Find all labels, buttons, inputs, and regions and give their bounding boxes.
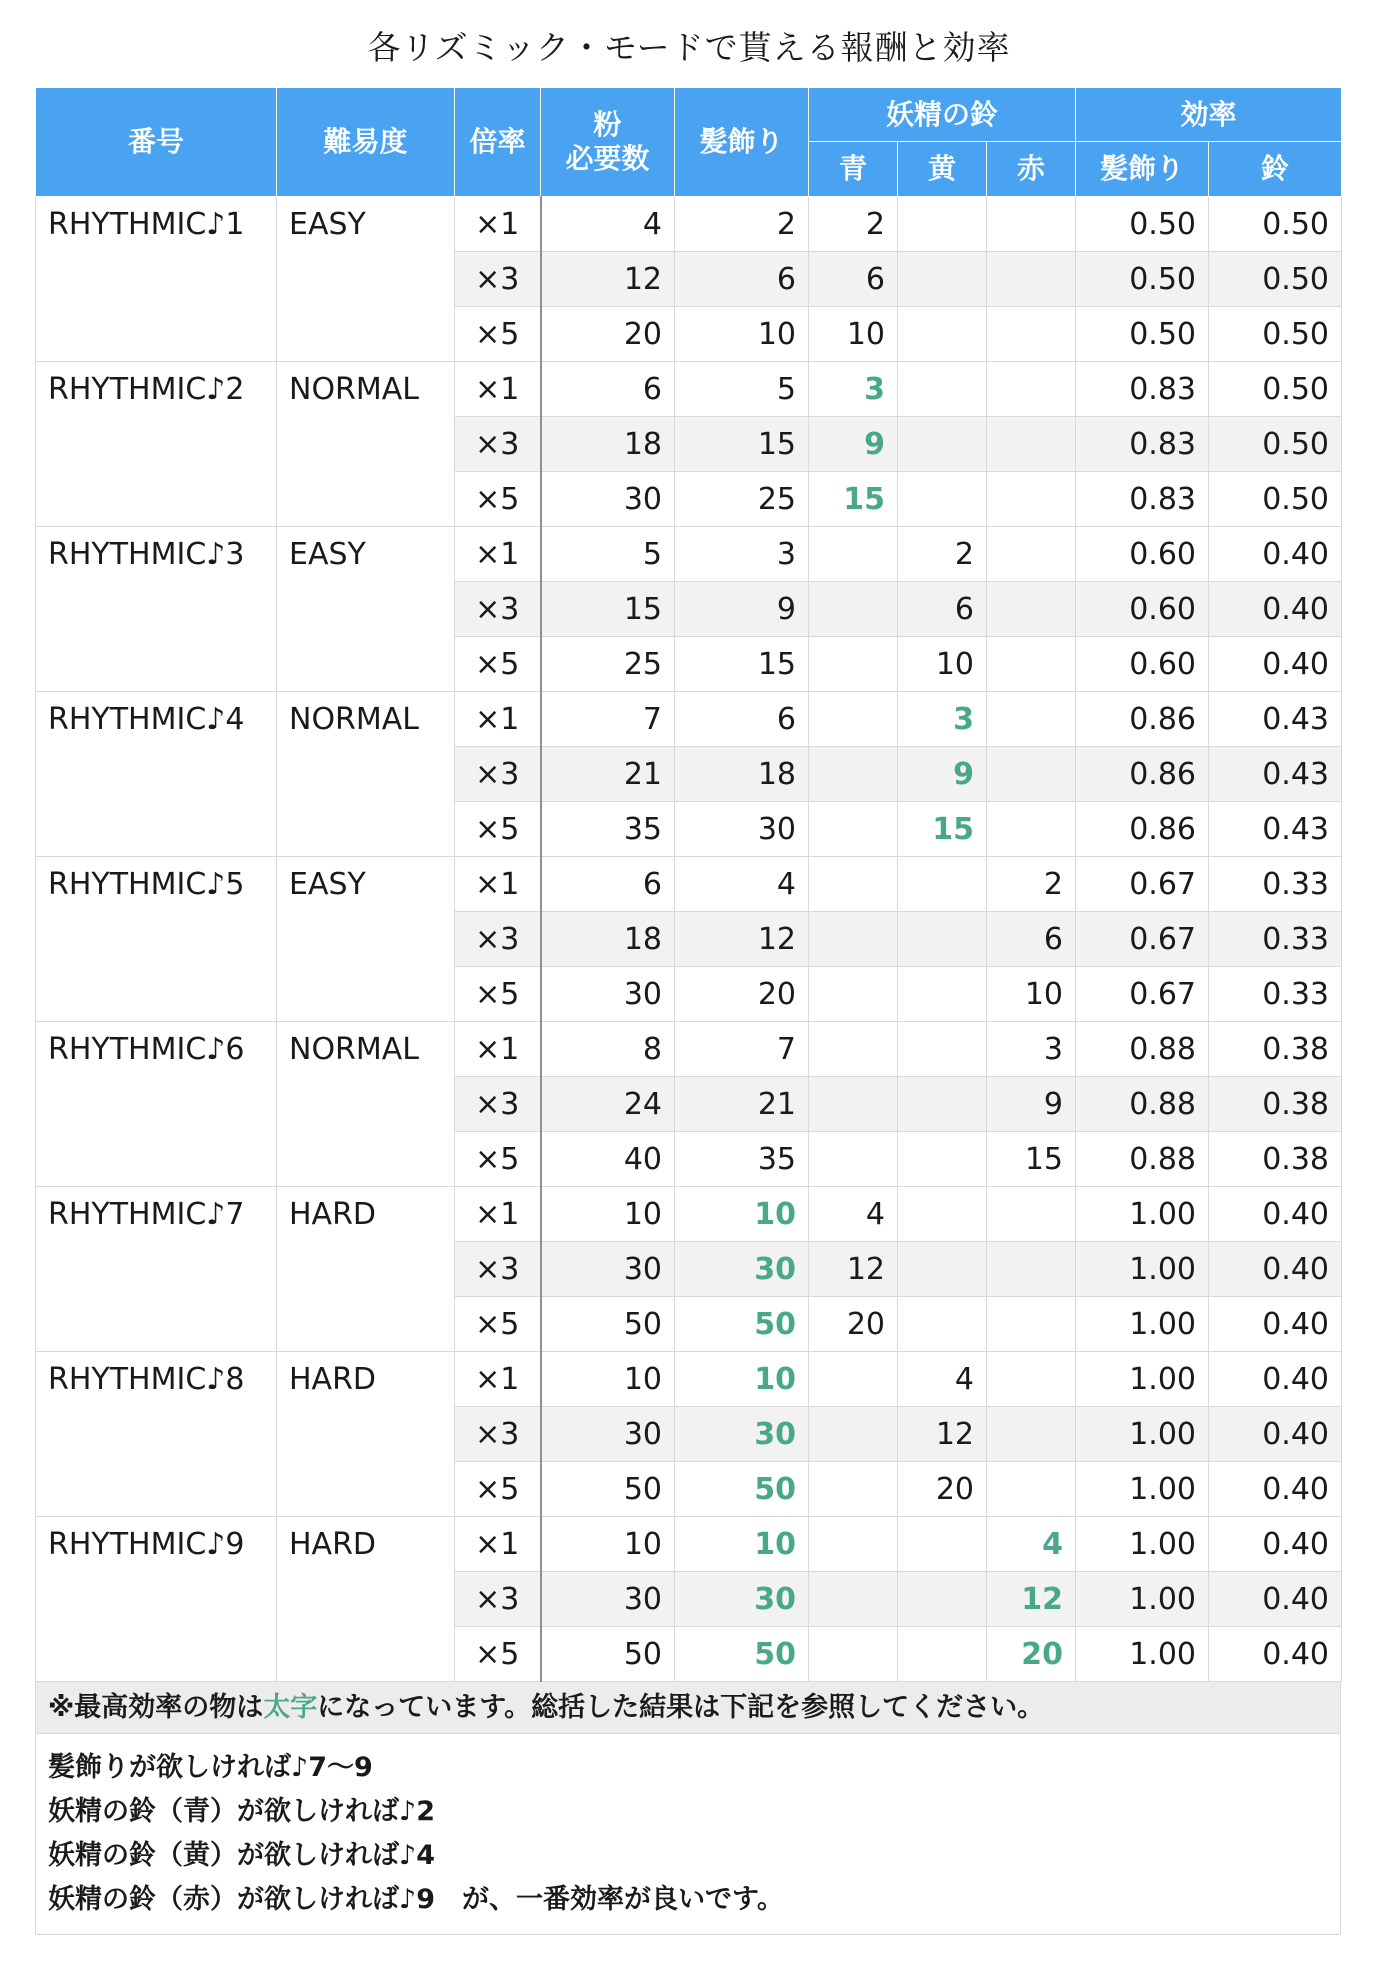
powder-cell: 50 [541, 1462, 675, 1517]
powder-cell: 21 [541, 747, 675, 802]
eff-hair-cell: 0.86 [1076, 692, 1209, 747]
bell-blue-cell [809, 1627, 898, 1682]
bell-red-cell: 15 [987, 1132, 1076, 1187]
eff-bell-cell: 0.40 [1209, 1462, 1342, 1517]
powder-cell: 50 [541, 1297, 675, 1352]
powder-cell: 10 [541, 1352, 675, 1407]
eff-hair-cell: 0.88 [1076, 1132, 1209, 1187]
bell-yellow-cell: 4 [898, 1352, 987, 1407]
difficulty-cell: HARD [277, 1352, 455, 1517]
eff-bell-cell: 0.50 [1209, 197, 1342, 252]
bell-blue-cell: 20 [809, 1297, 898, 1352]
multiplier-cell: ×5 [455, 1132, 541, 1187]
hair-cell: 5 [675, 362, 809, 417]
bell-blue-cell [809, 857, 898, 912]
bell-blue-cell [809, 912, 898, 967]
bell-yellow-cell [898, 1517, 987, 1572]
eff-bell-cell: 0.33 [1209, 967, 1342, 1022]
eff-hair-cell: 1.00 [1076, 1407, 1209, 1462]
powder-cell: 6 [541, 857, 675, 912]
eff-bell-cell: 0.50 [1209, 472, 1342, 527]
bell-yellow-cell [898, 252, 987, 307]
bell-blue-cell [809, 527, 898, 582]
bell-red-cell [987, 582, 1076, 637]
powder-cell: 30 [541, 1407, 675, 1462]
bell-yellow-cell: 6 [898, 582, 987, 637]
bell-red-cell: 3 [987, 1022, 1076, 1077]
eff-hair-cell: 1.00 [1076, 1627, 1209, 1682]
bell-yellow-cell: 15 [898, 802, 987, 857]
stage-name-cell: RHYTHMIC♪9 [36, 1517, 277, 1682]
table-body [36, 197, 1342, 1682]
powder-cell: 12 [541, 252, 675, 307]
bell-blue-cell [809, 1407, 898, 1462]
multiplier-cell: ×5 [455, 1297, 541, 1352]
powder-cell: 20 [541, 307, 675, 362]
eff-hair-cell: 0.60 [1076, 582, 1209, 637]
powder-cell: 35 [541, 802, 675, 857]
bell-blue-cell [809, 1572, 898, 1627]
table-row [36, 857, 1342, 912]
bell-blue-cell: 10 [809, 307, 898, 362]
bell-blue-cell [809, 1022, 898, 1077]
header-eff-bell: 鈴 [1209, 142, 1342, 197]
powder-cell: 50 [541, 1627, 675, 1682]
multiplier-cell: ×5 [455, 967, 541, 1022]
eff-hair-cell: 0.88 [1076, 1077, 1209, 1132]
bell-red-cell [987, 747, 1076, 802]
multiplier-cell: ×3 [455, 912, 541, 967]
bell-red-cell: 9 [987, 1077, 1076, 1132]
hair-cell: 10 [675, 1517, 809, 1572]
bell-blue-cell [809, 1462, 898, 1517]
hair-cell: 21 [675, 1077, 809, 1132]
bell-blue-cell [809, 637, 898, 692]
header-bell-blue: 青 [809, 142, 898, 197]
summary-line: 髪飾りが欲しければ♪7〜9 [48, 1752, 373, 1783]
stage-name-cell: RHYTHMIC♪3 [36, 527, 277, 692]
multiplier-cell: ×5 [455, 472, 541, 527]
bell-red-cell [987, 637, 1076, 692]
bell-blue-cell [809, 967, 898, 1022]
hair-cell: 15 [675, 417, 809, 472]
difficulty-cell: NORMAL [277, 692, 455, 857]
multiplier-cell: ×3 [455, 1242, 541, 1297]
bell-blue-cell [809, 1132, 898, 1187]
bell-blue-cell [809, 692, 898, 747]
table-row [36, 1352, 1342, 1407]
note-bold-word: 太字 [263, 1692, 318, 1723]
table-row [36, 197, 1342, 252]
powder-cell: 40 [541, 1132, 675, 1187]
bell-red-cell [987, 362, 1076, 417]
bell-yellow-cell: 3 [898, 692, 987, 747]
eff-bell-cell: 0.38 [1209, 1132, 1342, 1187]
eff-bell-cell: 0.40 [1209, 1627, 1342, 1682]
eff-hair-cell: 1.00 [1076, 1352, 1209, 1407]
eff-bell-cell: 0.43 [1209, 747, 1342, 802]
bell-red-cell [987, 1187, 1076, 1242]
summary-line: 妖精の鈴（赤）が欲しければ♪9 が、一番効率が良いです。 [48, 1884, 784, 1915]
bell-blue-cell: 4 [809, 1187, 898, 1242]
eff-bell-cell: 0.40 [1209, 1352, 1342, 1407]
bell-red-cell: 4 [987, 1517, 1076, 1572]
bell-blue-cell: 3 [809, 362, 898, 417]
stage-name-cell: RHYTHMIC♪4 [36, 692, 277, 857]
hair-cell: 50 [675, 1297, 809, 1352]
eff-bell-cell: 0.33 [1209, 857, 1342, 912]
eff-hair-cell: 1.00 [1076, 1517, 1209, 1572]
bell-red-cell [987, 472, 1076, 527]
bell-red-cell [987, 252, 1076, 307]
page-title: 各リズミック・モードで貰える報酬と効率 [367, 28, 1011, 67]
bell-blue-cell [809, 1517, 898, 1572]
bell-blue-cell: 2 [809, 197, 898, 252]
bell-yellow-cell: 10 [898, 637, 987, 692]
multiplier-cell: ×3 [455, 252, 541, 307]
bell-blue-cell [809, 802, 898, 857]
bell-blue-cell: 12 [809, 1242, 898, 1297]
multiplier-cell: ×1 [455, 857, 541, 912]
eff-hair-cell: 0.50 [1076, 252, 1209, 307]
eff-bell-cell: 0.40 [1209, 1297, 1342, 1352]
hair-cell: 9 [675, 582, 809, 637]
hair-cell: 3 [675, 527, 809, 582]
table-note [35, 1682, 1341, 1734]
bell-yellow-cell [898, 1077, 987, 1132]
eff-bell-cell: 0.38 [1209, 1022, 1342, 1077]
header-multiplier: 倍率 [455, 88, 541, 197]
header-number: 番号 [36, 88, 277, 197]
bell-red-cell: 12 [987, 1572, 1076, 1627]
multiplier-cell: ×1 [455, 1022, 541, 1077]
eff-bell-cell: 0.33 [1209, 912, 1342, 967]
eff-bell-cell: 0.40 [1209, 637, 1342, 692]
bell-red-cell [987, 692, 1076, 747]
eff-hair-cell: 0.83 [1076, 472, 1209, 527]
powder-cell: 18 [541, 912, 675, 967]
multiplier-cell: ×3 [455, 417, 541, 472]
bell-blue-cell [809, 582, 898, 637]
note-suffix: になっています。総括した結果は下記を参照してください。 [317, 1692, 1045, 1723]
bell-red-cell [987, 802, 1076, 857]
multiplier-cell: ×1 [455, 1187, 541, 1242]
multiplier-cell: ×3 [455, 1407, 541, 1462]
header-bell-red: 赤 [987, 142, 1076, 197]
eff-bell-cell: 0.38 [1209, 1077, 1342, 1132]
difficulty-cell: HARD [277, 1187, 455, 1352]
multiplier-cell: ×3 [455, 582, 541, 637]
hair-cell: 7 [675, 1022, 809, 1077]
bell-yellow-cell [898, 912, 987, 967]
powder-cell: 10 [541, 1187, 675, 1242]
bell-red-cell [987, 1352, 1076, 1407]
eff-hair-cell: 0.86 [1076, 802, 1209, 857]
eff-hair-cell: 1.00 [1076, 1242, 1209, 1297]
eff-hair-cell: 0.88 [1076, 1022, 1209, 1077]
bell-yellow-cell [898, 362, 987, 417]
eff-hair-cell: 0.86 [1076, 747, 1209, 802]
header-difficulty: 難易度 [277, 88, 455, 197]
eff-bell-cell: 0.40 [1209, 527, 1342, 582]
difficulty-cell: EASY [277, 527, 455, 692]
multiplier-cell: ×5 [455, 307, 541, 362]
eff-bell-cell: 0.43 [1209, 692, 1342, 747]
bell-yellow-cell [898, 967, 987, 1022]
bell-red-cell: 2 [987, 857, 1076, 912]
stage-name-cell: RHYTHMIC♪7 [36, 1187, 277, 1352]
difficulty-cell: EASY [277, 857, 455, 1022]
bell-yellow-cell: 20 [898, 1462, 987, 1517]
bell-red-cell [987, 1242, 1076, 1297]
summary-box [35, 1734, 1341, 1935]
powder-cell: 25 [541, 637, 675, 692]
multiplier-cell: ×3 [455, 1077, 541, 1132]
table-row [36, 1022, 1342, 1077]
bell-red-cell [987, 1407, 1076, 1462]
multiplier-cell: ×5 [455, 637, 541, 692]
multiplier-cell: ×3 [455, 747, 541, 802]
bell-yellow-cell [898, 1572, 987, 1627]
powder-cell: 7 [541, 692, 675, 747]
bell-red-cell [987, 527, 1076, 582]
hair-cell: 6 [675, 692, 809, 747]
bell-blue-cell: 9 [809, 417, 898, 472]
hair-cell: 25 [675, 472, 809, 527]
difficulty-cell: NORMAL [277, 362, 455, 527]
eff-bell-cell: 0.50 [1209, 307, 1342, 362]
eff-bell-cell: 0.43 [1209, 802, 1342, 857]
summary-line: 妖精の鈴（黄）が欲しければ♪4 [48, 1840, 436, 1871]
stage-name-cell: RHYTHMIC♪5 [36, 857, 277, 1022]
bell-yellow-cell [898, 1132, 987, 1187]
table-header [36, 88, 1342, 197]
multiplier-cell: ×1 [455, 197, 541, 252]
powder-cell: 6 [541, 362, 675, 417]
multiplier-cell: ×5 [455, 1462, 541, 1517]
hair-cell: 4 [675, 857, 809, 912]
eff-bell-cell: 0.40 [1209, 1572, 1342, 1627]
table-row [36, 1517, 1342, 1572]
multiplier-cell: ×1 [455, 692, 541, 747]
bell-red-cell [987, 417, 1076, 472]
difficulty-cell: NORMAL [277, 1022, 455, 1187]
powder-cell: 10 [541, 1517, 675, 1572]
table-row [36, 527, 1342, 582]
eff-bell-cell: 0.50 [1209, 252, 1342, 307]
eff-bell-cell: 0.50 [1209, 417, 1342, 472]
stage-name-cell: RHYTHMIC♪1 [36, 197, 277, 362]
stage-name-cell: RHYTHMIC♪6 [36, 1022, 277, 1187]
bell-red-cell [987, 1462, 1076, 1517]
header-powder-line1: 粉 [593, 108, 622, 142]
eff-bell-cell: 0.40 [1209, 582, 1342, 637]
eff-hair-cell: 0.67 [1076, 967, 1209, 1022]
eff-hair-cell: 0.83 [1076, 362, 1209, 417]
hair-cell: 12 [675, 912, 809, 967]
powder-cell: 30 [541, 967, 675, 1022]
header-powder-line2: 必要数 [565, 142, 650, 175]
hair-cell: 50 [675, 1462, 809, 1517]
hair-cell: 18 [675, 747, 809, 802]
bell-yellow-cell: 9 [898, 747, 987, 802]
powder-cell: 30 [541, 1242, 675, 1297]
bell-yellow-cell [898, 472, 987, 527]
header-bell-yellow: 黄 [898, 142, 987, 197]
hair-cell: 30 [675, 1242, 809, 1297]
bell-red-cell [987, 307, 1076, 362]
hair-cell: 50 [675, 1627, 809, 1682]
eff-bell-cell: 0.40 [1209, 1517, 1342, 1572]
bell-yellow-cell [898, 307, 987, 362]
eff-hair-cell: 0.60 [1076, 527, 1209, 582]
bell-yellow-cell: 12 [898, 1407, 987, 1462]
table-row [36, 1187, 1342, 1242]
note-prefix: ※最高効率の物は [48, 1692, 264, 1723]
powder-cell: 18 [541, 417, 675, 472]
hair-cell: 6 [675, 252, 809, 307]
eff-bell-cell: 0.40 [1209, 1407, 1342, 1462]
bell-blue-cell: 6 [809, 252, 898, 307]
eff-hair-cell: 0.67 [1076, 857, 1209, 912]
header-bell-group: 妖精の鈴 [809, 88, 1076, 142]
hair-cell: 30 [675, 1572, 809, 1627]
multiplier-cell: ×1 [455, 1352, 541, 1407]
multiplier-cell: ×5 [455, 1627, 541, 1682]
bell-red-cell [987, 1297, 1076, 1352]
powder-cell: 30 [541, 1572, 675, 1627]
bell-yellow-cell [898, 197, 987, 252]
bell-yellow-cell [898, 417, 987, 472]
difficulty-cell: HARD [277, 1517, 455, 1682]
eff-bell-cell: 0.50 [1209, 362, 1342, 417]
difficulty-cell: EASY [277, 197, 455, 362]
bell-blue-cell [809, 1077, 898, 1132]
multiplier-cell: ×5 [455, 802, 541, 857]
hair-cell: 35 [675, 1132, 809, 1187]
bell-blue-cell [809, 747, 898, 802]
bell-yellow-cell [898, 1297, 987, 1352]
bell-yellow-cell [898, 1022, 987, 1077]
bell-red-cell: 6 [987, 912, 1076, 967]
reward-table [35, 87, 1342, 1682]
multiplier-cell: ×1 [455, 527, 541, 582]
hair-cell: 15 [675, 637, 809, 692]
bell-red-cell: 10 [987, 967, 1076, 1022]
eff-hair-cell: 1.00 [1076, 1572, 1209, 1627]
bell-blue-cell: 15 [809, 472, 898, 527]
hair-cell: 30 [675, 1407, 809, 1462]
bell-yellow-cell [898, 1627, 987, 1682]
bell-yellow-cell: 2 [898, 527, 987, 582]
hair-cell: 2 [675, 197, 809, 252]
multiplier-cell: ×3 [455, 1572, 541, 1627]
reward-table-container [35, 87, 1341, 1935]
stage-name-cell: RHYTHMIC♪2 [36, 362, 277, 527]
hair-cell: 10 [675, 1352, 809, 1407]
eff-hair-cell: 0.50 [1076, 307, 1209, 362]
eff-bell-cell: 0.40 [1209, 1187, 1342, 1242]
eff-hair-cell: 1.00 [1076, 1297, 1209, 1352]
multiplier-cell: ×1 [455, 1517, 541, 1572]
header-efficiency-group: 効率 [1076, 88, 1342, 142]
bell-red-cell [987, 197, 1076, 252]
powder-cell: 24 [541, 1077, 675, 1132]
bell-yellow-cell [898, 1242, 987, 1297]
multiplier-cell: ×1 [455, 362, 541, 417]
bell-blue-cell [809, 1352, 898, 1407]
header-hair: 髪飾り [675, 88, 809, 197]
table-row [36, 362, 1342, 417]
eff-hair-cell: 1.00 [1076, 1187, 1209, 1242]
hair-cell: 10 [675, 1187, 809, 1242]
hair-cell: 30 [675, 802, 809, 857]
hair-cell: 20 [675, 967, 809, 1022]
table-row [36, 692, 1342, 747]
powder-cell: 5 [541, 527, 675, 582]
eff-hair-cell: 0.60 [1076, 637, 1209, 692]
bell-yellow-cell [898, 857, 987, 912]
powder-cell: 15 [541, 582, 675, 637]
powder-cell: 30 [541, 472, 675, 527]
powder-cell: 8 [541, 1022, 675, 1077]
header-eff-hair: 髪飾り [1076, 142, 1209, 197]
powder-cell: 4 [541, 197, 675, 252]
eff-hair-cell: 1.00 [1076, 1462, 1209, 1517]
header-powder [541, 88, 675, 197]
eff-bell-cell: 0.40 [1209, 1242, 1342, 1297]
summary-line: 妖精の鈴（青）が欲しければ♪2 [48, 1796, 436, 1827]
hair-cell: 10 [675, 307, 809, 362]
bell-red-cell: 20 [987, 1627, 1076, 1682]
eff-hair-cell: 0.67 [1076, 912, 1209, 967]
stage-name-cell: RHYTHMIC♪8 [36, 1352, 277, 1517]
bell-yellow-cell [898, 1187, 987, 1242]
eff-hair-cell: 0.83 [1076, 417, 1209, 472]
eff-hair-cell: 0.50 [1076, 197, 1209, 252]
